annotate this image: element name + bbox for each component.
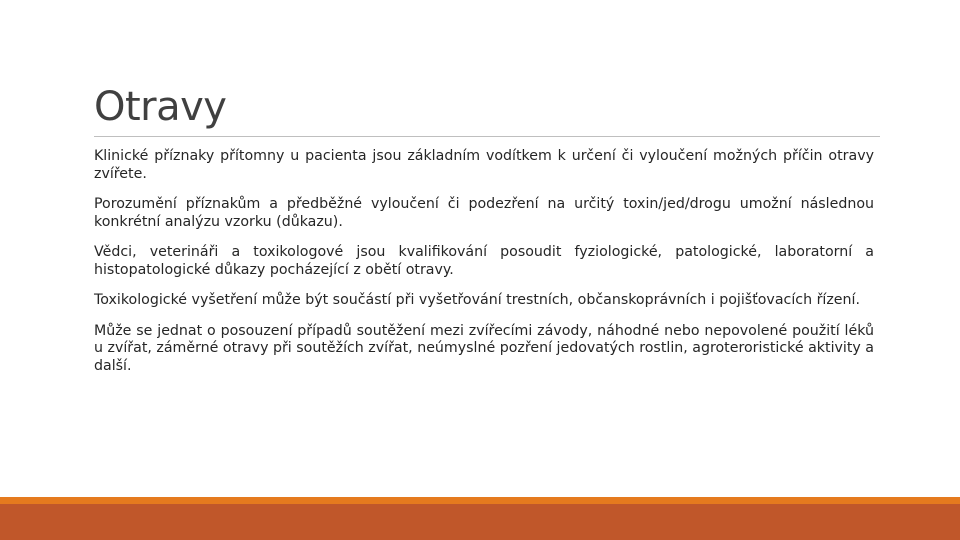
paragraph-experts: Vědci, veterináři a toxikologové jsou kvalifikování posoudit fyziologické, patologické, laboratorní a histopatologické důkazy pocházející z obětí otravy. <box>94 244 874 278</box>
footer-accent-bar <box>0 497 960 504</box>
slide-title: Otravy <box>94 84 227 130</box>
title-divider <box>94 136 880 137</box>
paragraph-clinical-signs: Klinické příznaky přítomny u pacienta jsou základním vodítkem k určení či vyloučení možných příčin otravy zvířete. <box>94 148 874 182</box>
footer-bar <box>0 504 960 540</box>
paragraph-symptom-understanding: Porozumění příznakům a předběžné vyloučení či podezření na určitý toxin/jed/drogu umožní následnou konkrétní analýzu vzorku (důkazu). <box>94 196 874 230</box>
paragraph-case-types: Může se jednat o posouzení případů soutěžení mezi zvířecími závody, náhodné nebo nepovolené použití léků u zvířat, záměrné otravy při soutěžích zvířat, neúmyslné pozření jedovatých rostlin, agroteroristické aktivity a další. <box>94 322 875 374</box>
slide-body <box>94 148 874 388</box>
paragraph-investigation: Toxikologické vyšetření může být součástí při vyšetřování trestních, občanskoprávních i pojišťovacích řízení. <box>94 292 860 308</box>
